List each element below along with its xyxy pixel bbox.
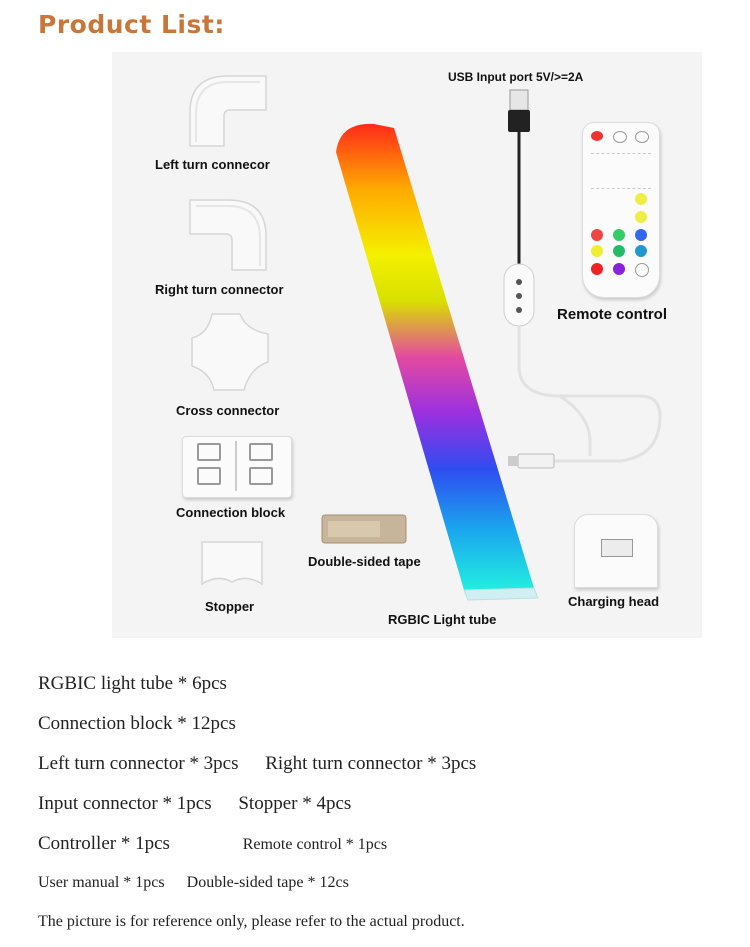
connection-block-label: Connection block (176, 505, 286, 520)
list-item (38, 833, 409, 855)
connection-block-icon (182, 436, 292, 498)
list-item-tape: Double-sided tape * 12cs (186, 874, 349, 891)
remote-control-label: Remote control (557, 306, 668, 323)
stopper-icon (198, 538, 266, 594)
list-item-input: Input connector * 1pcs (38, 793, 212, 814)
stopper-label: Stopper (205, 599, 255, 614)
list-item (38, 753, 498, 775)
list-item-block: Connection block * 12pcs (38, 713, 236, 734)
cross-connector-icon (188, 310, 272, 394)
charging-head-icon (574, 514, 658, 588)
reference-note: The picture is for reference only, please refer to the actual product. (38, 913, 465, 930)
left-turn-label: Left turn connecor (155, 157, 270, 172)
list-item (38, 713, 258, 735)
right-turn-label: Right turn connector (155, 282, 284, 297)
double-sided-tape-label: Double-sided tape (308, 554, 421, 569)
list-item-left-turn: Left turn connector * 3pcs (38, 753, 239, 774)
remote-control-icon (582, 122, 660, 298)
list-item (38, 793, 373, 815)
list-item-controller: Controller * 1pcs (38, 833, 170, 854)
list-item-tube: RGBIC light tube * 6pcs (38, 673, 227, 694)
list-item-stopper: Stopper * 4pcs (238, 793, 352, 814)
charging-head-label: Charging head (568, 594, 660, 609)
list-item-manual: User manual * 1pcs (38, 874, 165, 891)
list-item (38, 874, 371, 892)
page-title: Product List: (38, 10, 225, 39)
list-item-right-turn: Right turn connector * 3pcs (265, 753, 477, 774)
cross-connector-label: Cross connector (176, 403, 280, 418)
usb-input-label: USB Input port 5V/>=2A (448, 70, 584, 84)
light-tube-label: RGBIC Light tube (388, 612, 497, 627)
left-turn-connector-icon (186, 72, 270, 150)
list-item-remote: Remote control * 1pcs (242, 836, 388, 853)
list-item (38, 673, 249, 695)
right-turn-connector-icon (186, 196, 270, 274)
